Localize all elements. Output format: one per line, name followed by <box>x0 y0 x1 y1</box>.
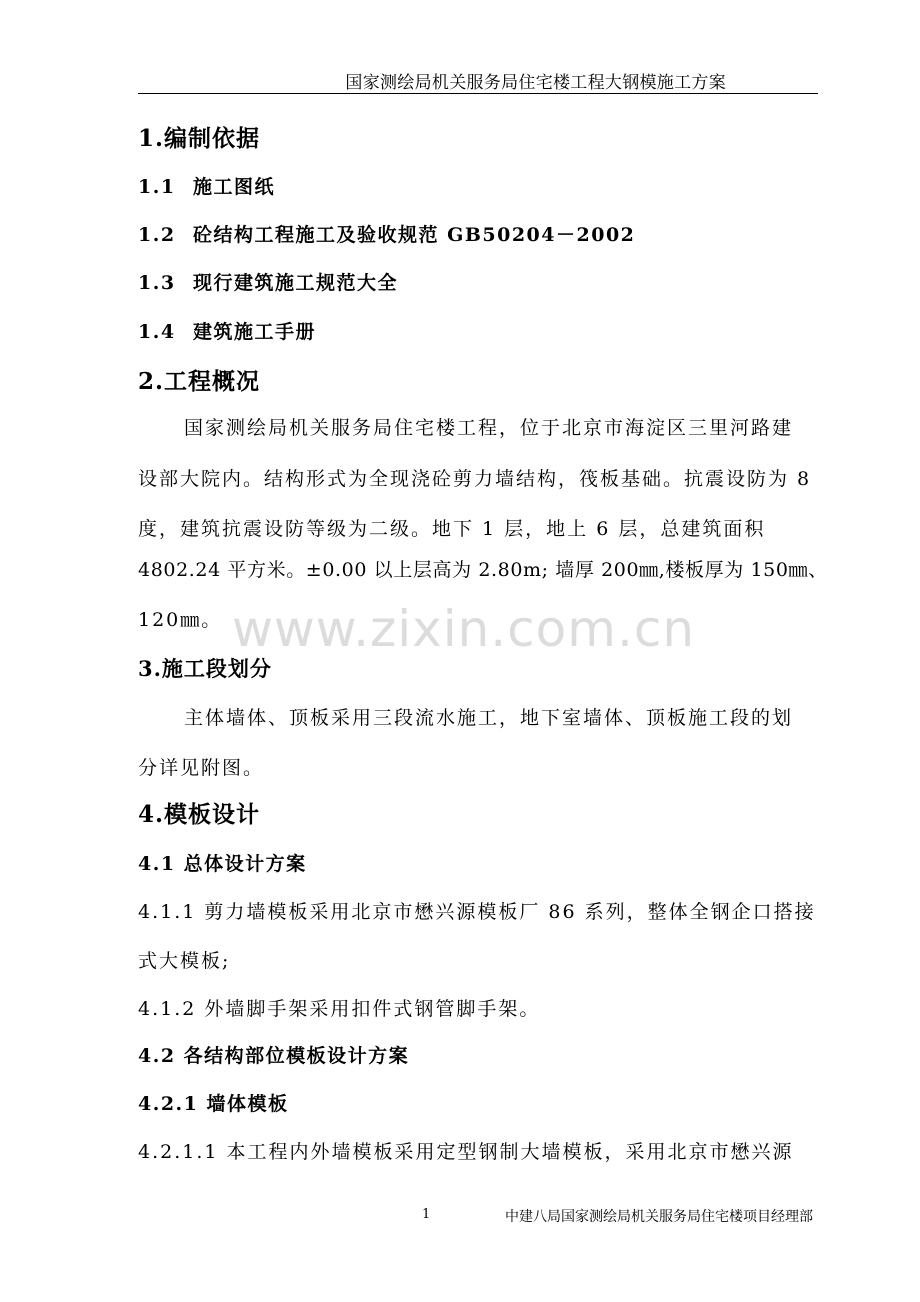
paragraph-line: 4.1.2 外墙脚手架采用扣件式钢管脚手架。 <box>138 998 541 1020</box>
section-3-heading: 3.施工段划分 <box>138 656 272 681</box>
paragraph-line: 设部大院内。结构形式为全现浇砼剪力墙结构，筏板基础。抗震设防为 8 <box>138 468 812 490</box>
section-4-heading: 4.模板设计 <box>138 801 261 828</box>
subsection-4-1-heading: 4.1 总体设计方案 <box>138 853 307 875</box>
section-1-item <box>138 172 275 199</box>
paragraph-line: 式大模板; <box>138 950 231 972</box>
item-text: 施工图纸 <box>193 176 276 198</box>
paragraph-line: 主体墙体、顶板采用三段流水施工，地下室墙体、顶板施工段的划 <box>184 707 794 729</box>
paragraph-line: 4.2.1.1 本工程内外墙模板采用定型钢制大墙模板，采用北京市懋兴源 <box>138 1141 794 1163</box>
footer-organization: 中建八局国家测绘局机关服务局住宅楼项目经理部 <box>505 1209 813 1225</box>
page-number: 1 <box>422 1207 431 1222</box>
section-2-heading: 2.工程概况 <box>138 368 261 395</box>
item-text: 建筑施工手册 <box>193 321 317 343</box>
section-1-item <box>138 220 635 247</box>
item-text: 现行建筑施工规范大全 <box>193 272 399 294</box>
subsection-4-2-heading: 4.2 各结构部位模板设计方案 <box>138 1045 410 1067</box>
paragraph-line: 度，建筑抗震设防等级为二级。地下 1 层，地上 6 层，总建筑面积 <box>138 518 766 540</box>
watermark: www.zixin.com.cn <box>232 600 696 658</box>
subsection-4-2-1-heading: 4.2.1 墙体模板 <box>138 1093 289 1115</box>
paragraph-line: 国家测绘局机关服务局住宅楼工程，位于北京市海淀区三里河路建 <box>184 417 794 439</box>
header-title: 国家测绘局机关服务局住宅楼工程大钢模施工方案 <box>345 73 726 93</box>
section-1-item <box>138 317 316 344</box>
paragraph-line: 120㎜。 <box>138 609 223 631</box>
page-header <box>138 64 818 94</box>
paragraph-line: 分详见附图。 <box>138 757 265 779</box>
item-number: 1.4 <box>138 321 176 343</box>
item-number: 1.1 <box>138 176 176 198</box>
section-1-item <box>138 268 398 295</box>
item-number: 1.2 <box>138 224 176 246</box>
paragraph-line: 4.1.1 剪力墙模板采用北京市懋兴源模板厂 86 系列，整体全钢企口搭接 <box>138 901 816 923</box>
item-number: 1.3 <box>138 272 176 294</box>
section-1-heading: 1.编制依据 <box>138 125 261 152</box>
paragraph-line: 4802.24 平方米。±0.00 以上层高为 2.80m; 墙厚 200㎜,楼板厚为 150㎜、 <box>138 559 828 581</box>
item-text: 砼结构工程施工及验收规范 GB50204－2002 <box>193 224 636 246</box>
